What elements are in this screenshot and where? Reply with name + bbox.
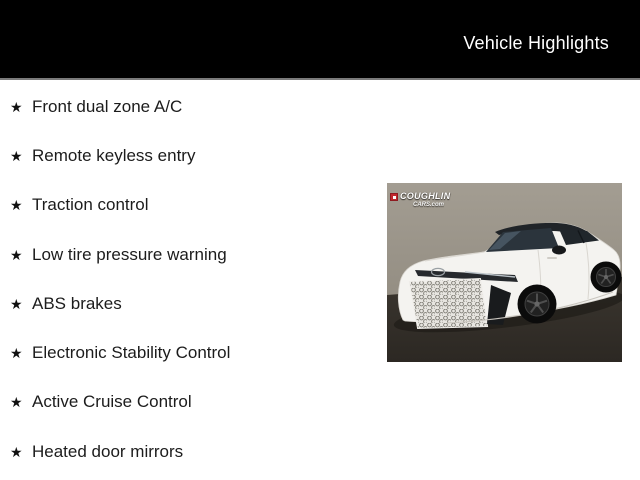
car-mirror [552,246,566,255]
dealer-logo [390,192,450,208]
star-bullet-icon: ★ [10,394,23,411]
highlight-label: Heated door mirrors [32,441,184,461]
star-bullet-icon: ★ [10,443,23,460]
highlight-item [10,279,380,328]
vehicle-photo [387,183,622,362]
star-bullet-icon: ★ [10,246,23,263]
car-illustration [387,183,622,362]
highlight-item [10,328,380,377]
highlight-label: Low tire pressure warning [32,244,227,264]
highlight-item [10,378,380,427]
highlights-list [10,82,380,476]
star-bullet-icon: ★ [10,197,23,214]
star-bullet-icon: ★ [10,295,23,312]
dealer-logo-domain: CARS.com [413,202,445,208]
highlight-item [10,181,380,230]
highlight-item [10,427,380,476]
coughlin-logo-icon [390,193,398,201]
star-bullet-icon: ★ [10,98,23,115]
highlight-item [10,131,380,180]
front-wheel [518,285,557,324]
highlight-label: Electronic Stability Control [32,343,231,363]
highlight-label: ABS brakes [32,293,122,313]
header-bar [0,0,640,80]
star-bullet-icon: ★ [10,147,23,164]
highlight-label: Front dual zone A/C [32,96,183,116]
highlight-label: Traction control [32,195,149,215]
star-bullet-icon: ★ [10,345,23,362]
dealer-logo-name: COUGHLIN [400,191,451,201]
highlight-label: Remote keyless entry [32,145,196,165]
highlight-label: Active Cruise Control [32,392,192,412]
rear-wheel [591,262,622,293]
page-title: Vehicle Highlights [463,32,609,53]
highlight-item [10,230,380,279]
highlight-item [10,82,380,131]
